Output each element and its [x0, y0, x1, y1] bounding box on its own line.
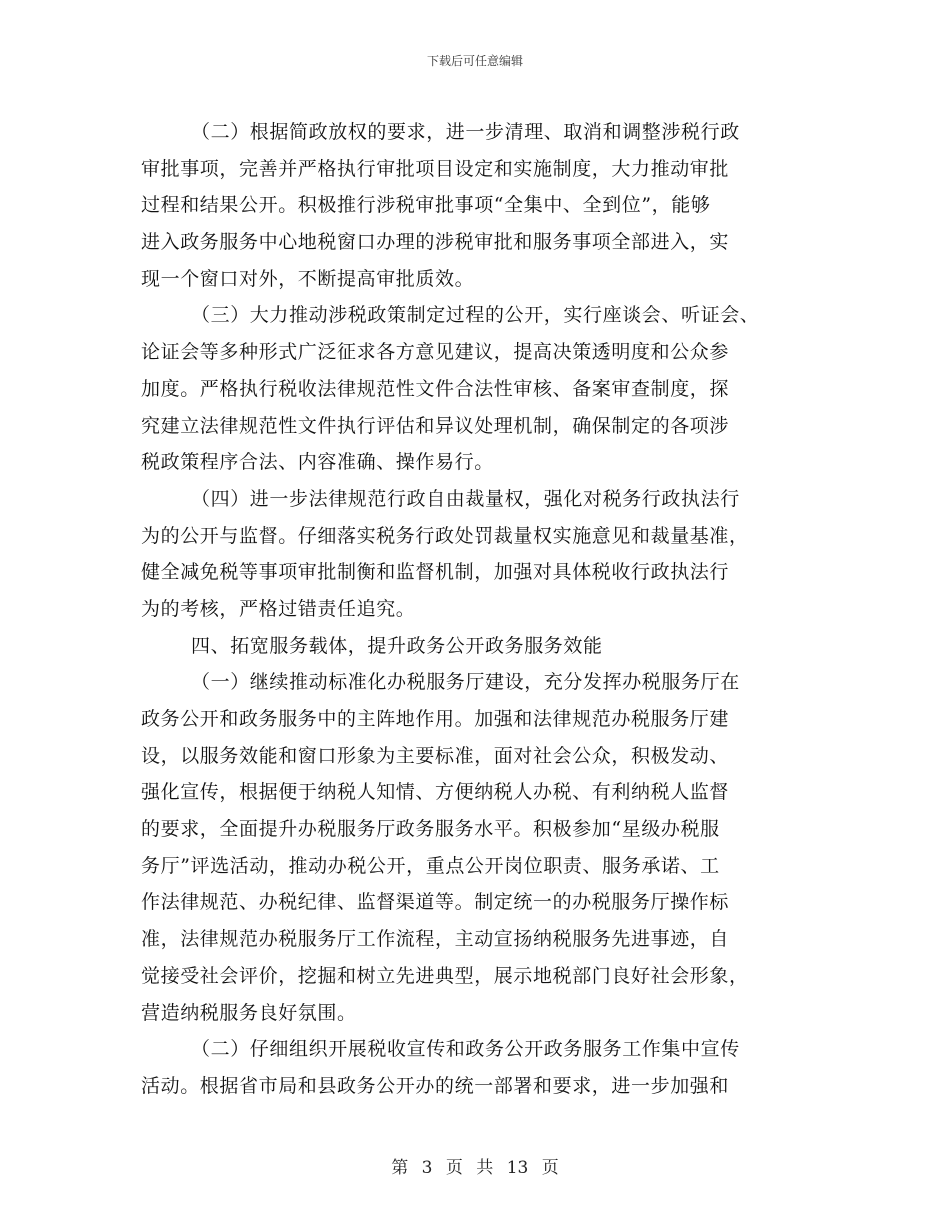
text-line: 为的考核，严格过错责任追究。 [141, 597, 416, 620]
text-line: （一）继续推动标准化办税服务厅建设，充分发挥办税服务厅在 [191, 671, 740, 694]
text-line: 健全减免税等事项审批制衡和监督机制，加强对具体税收行政执法行 [141, 561, 730, 584]
text-line: 论证会等多种形式广泛征求各方意见建议，提高决策透明度和公众参 [141, 341, 730, 364]
text-line: 的要求，全面提升办税服务厅政务服务水平。积极参加“星级办税服 [141, 818, 720, 841]
text-line: 四、拓宽服务载体，提升政务公开政务服务效能 [191, 634, 603, 657]
text-line: 觉接受社会评价，挖掘和树立先进典型，展示地税部门良好社会形象， [141, 964, 749, 987]
text-line: 强化宣传，根据便于纳税人知情、方便纳税人办税、有利纳税人监督 [141, 781, 730, 804]
text-line: 究建立法律规范性文件执行评估和异议处理机制，确保制定的各项涉 [141, 414, 730, 437]
text-line: 政务公开和政务服务中的主阵地作用。加强和法律规范办税服务厅建 [141, 708, 730, 730]
text-line: 准，法律规范办税服务厅工作流程，主动宣扬纳税服务先进事迹，自 [141, 928, 730, 951]
text-line: 加度。严格执行税收法律规范性文件合法性审核、备案审查制度，探 [141, 377, 730, 400]
text-line: （三）大力推动涉税政策制定过程的公开，实行座谈会、听证会、 [191, 304, 760, 327]
page-header: 下载后可任意编辑 [426, 54, 523, 68]
text-line: 税政策程序合法、内容准确、操作易行。 [141, 451, 494, 474]
text-line: （四）进一步法律规范行政自由裁量权，强化对税务行政执法行 [191, 487, 740, 510]
text-line: 营造纳税服务良好氛围。 [141, 1001, 357, 1024]
text-line: 进入政务服务中心地税窗口办理的涉税审批和服务事项全部进入，实 [141, 231, 730, 254]
text-line: （二）根据简政放权的要求，进一步清理、取消和调整涉税行政 [191, 121, 740, 143]
text-line: 现一个窗口对外，不断提高审批质效。 [141, 267, 475, 290]
text-line: 为的公开与监督。仔细落实税务行政处罚裁量权实施意见和裁量基准， [141, 524, 749, 547]
text-line: 过程和结果公开。积极推行涉税审批事项“全集中、全到位”，能够 [141, 194, 711, 217]
text-line: 活动。根据省市局和县政务公开办的统一部署和要求，进一步加强和 [141, 1074, 730, 1097]
text-line: 作法律规范、办税纪律、监督渠道等。制定统一的办税服务厅操作标 [141, 891, 730, 914]
text-line: 审批事项，完善并严格执行审批项目设定和实施制度，大力推动审批 [141, 157, 730, 180]
text-line: 设，以服务效能和窗口形象为主要标准，面对社会公众，积极发动、 [141, 744, 730, 767]
text-line: 务厅”评选活动，推动办税公开，重点公开岗位职责、服务承诺、工 [141, 854, 720, 877]
document-body [141, 114, 811, 1105]
text-line: （二）仔细组织开展税收宣传和政务公开政务服务工作集中宣传 [191, 1038, 740, 1061]
page-footer: 第 3 页 共 13 页 [391, 1158, 559, 1178]
